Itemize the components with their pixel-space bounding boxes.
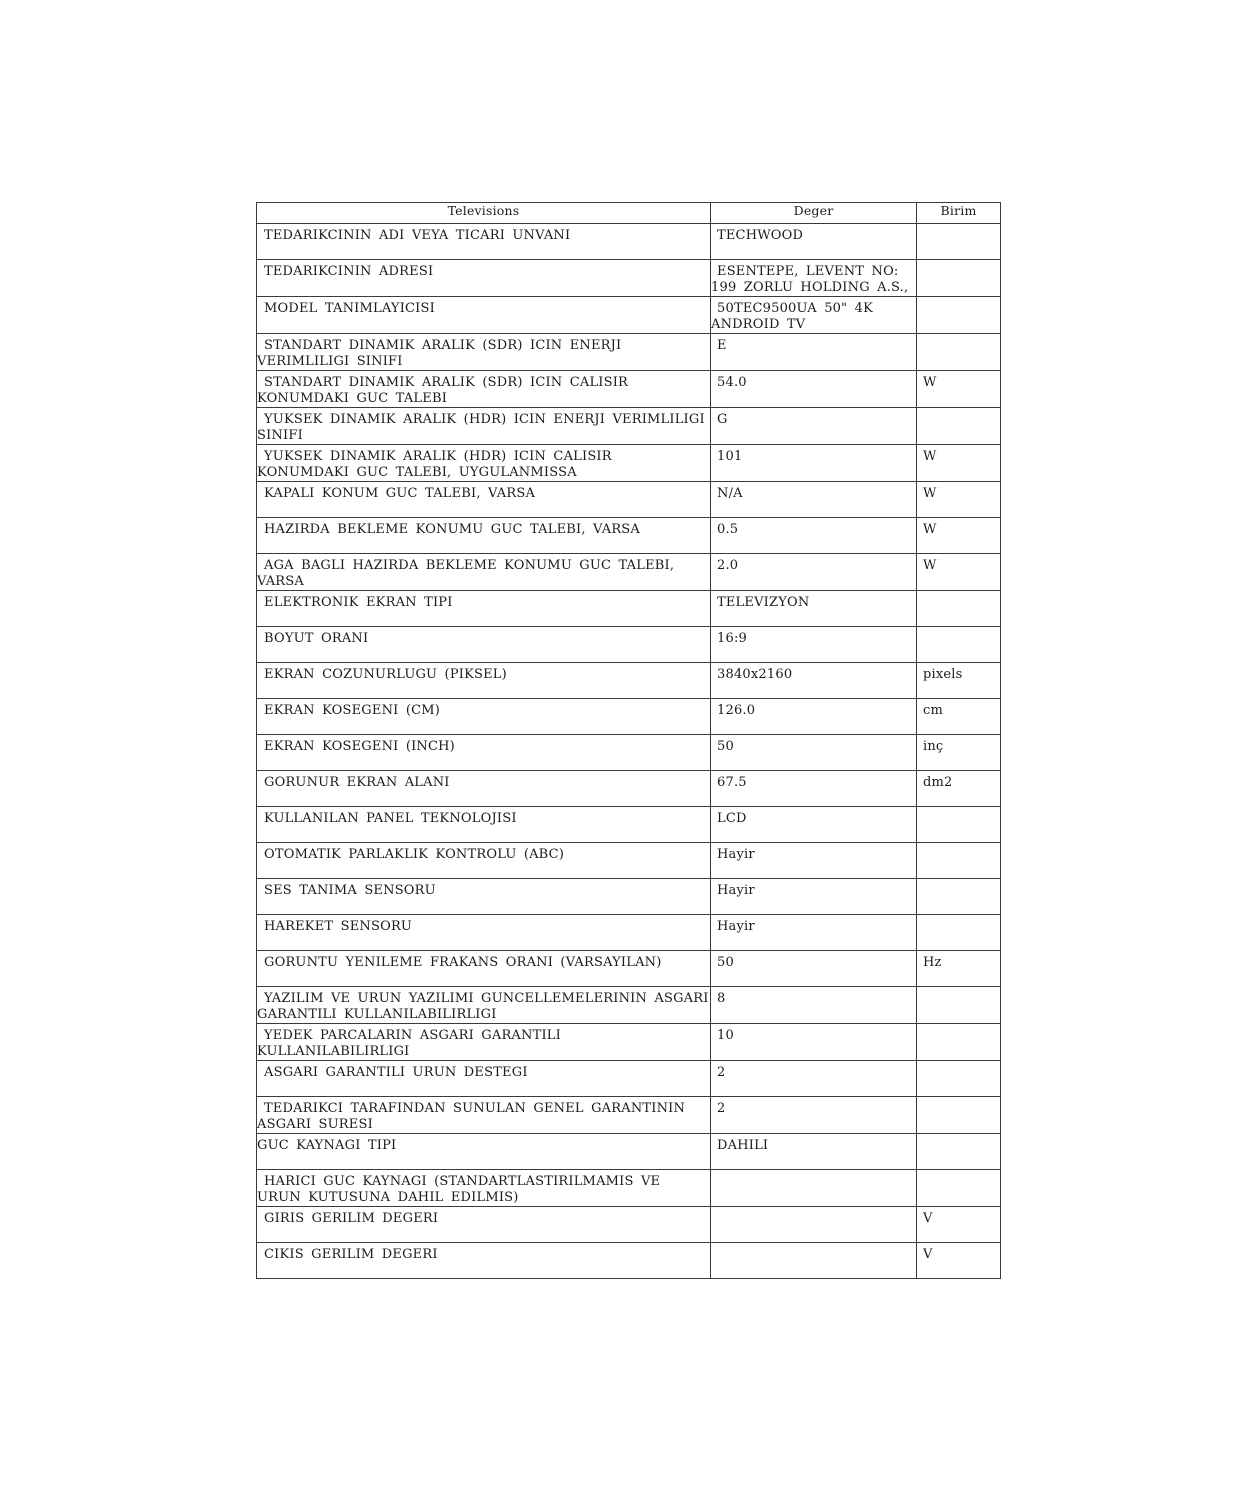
property-value: Hayir	[717, 919, 755, 934]
table-row	[257, 735, 1001, 771]
property-unit: W	[923, 375, 937, 390]
header-unit: Birim	[917, 203, 1001, 224]
property-unit	[917, 1061, 1000, 1065]
property-unit: inç	[923, 739, 944, 754]
unit-cell	[917, 518, 1001, 554]
property-unit	[917, 915, 1000, 919]
property-label: SES TANIMA SENSORU	[264, 883, 436, 898]
table-row	[257, 1207, 1001, 1243]
value-cell	[711, 807, 917, 843]
unit-cell	[917, 224, 1001, 260]
unit-cell	[917, 1134, 1001, 1170]
table-row	[257, 627, 1001, 663]
property-label: STANDART DINAMIK ARALIK (SDR) ICIN ENERJI VERIMLILIGI SINIFI	[257, 338, 629, 369]
property-value	[711, 1207, 916, 1211]
unit-cell	[917, 663, 1001, 699]
property-value: G	[717, 412, 728, 427]
value-cell	[711, 699, 917, 735]
unit-cell	[917, 1207, 1001, 1243]
value-cell	[711, 334, 917, 371]
unit-cell	[917, 1061, 1001, 1097]
property-label: YEDEK PARCALARIN ASGARI GARANTILI KULLANILABILIRLIGI	[257, 1028, 569, 1059]
property-label: EKRAN KOSEGENI (INCH)	[264, 739, 455, 754]
unit-cell	[917, 297, 1001, 334]
table-row	[257, 518, 1001, 554]
property-unit	[917, 1134, 1000, 1138]
property-cell	[257, 1024, 711, 1061]
value-cell	[711, 1243, 917, 1279]
table-row	[257, 915, 1001, 951]
property-value: N/A	[717, 486, 743, 501]
unit-cell	[917, 699, 1001, 735]
property-cell	[257, 1170, 711, 1207]
property-unit	[917, 1024, 1000, 1028]
property-cell	[257, 224, 711, 260]
table-row	[257, 807, 1001, 843]
value-cell	[711, 224, 917, 260]
property-value: 50	[717, 739, 734, 754]
product-info-table	[256, 202, 1001, 1279]
property-value: 0.5	[717, 522, 739, 537]
property-cell	[257, 1243, 711, 1279]
property-cell	[257, 445, 711, 482]
property-value: E	[717, 338, 727, 353]
table-row	[257, 879, 1001, 915]
property-cell	[257, 1061, 711, 1097]
value-cell	[711, 482, 917, 518]
property-unit: W	[923, 522, 937, 537]
header-value: Deger	[711, 203, 917, 224]
value-cell	[711, 915, 917, 951]
property-value: 8	[717, 991, 726, 1006]
value-cell	[711, 297, 917, 334]
unit-cell	[917, 591, 1001, 627]
table-row	[257, 951, 1001, 987]
property-cell	[257, 987, 716, 1024]
unit-cell	[917, 554, 1001, 591]
unit-cell	[917, 334, 1001, 371]
property-label: TEDARIKCININ ADI VEYA TICARI UNVANI	[264, 228, 571, 243]
property-unit	[917, 408, 1000, 412]
unit-cell	[917, 445, 1001, 482]
value-cell	[711, 951, 917, 987]
property-label: HARICI GUC KAYNAGI (STANDARTLASTIRILMAMIS VE URUN KUTUSUNA DAHIL EDILMIS)	[257, 1174, 668, 1205]
unit-cell	[917, 408, 1001, 445]
table-row	[257, 482, 1001, 518]
property-unit	[917, 591, 1000, 595]
property-unit	[917, 1097, 1000, 1101]
table-row	[257, 771, 1001, 807]
unit-cell	[917, 951, 1001, 987]
property-cell	[257, 482, 711, 518]
property-value: 2.0	[717, 558, 739, 573]
unit-cell	[917, 771, 1001, 807]
property-unit	[917, 627, 1000, 631]
unit-cell	[917, 915, 1001, 951]
property-label: EKRAN KOSEGENI (CM)	[264, 703, 441, 718]
property-label: YUKSEK DINAMIK ARALIK (HDR) ICIN ENERJI VERIMLILIGI SINIFI	[257, 412, 713, 443]
value-cell	[711, 1024, 917, 1061]
property-value: 50TEC9500UA 50" 4K ANDROID TV	[711, 301, 881, 332]
property-label: HAZIRDA BEKLEME KONUMU GUC TALEBI, VARSA	[264, 522, 641, 537]
property-cell	[257, 334, 711, 371]
table-row	[257, 1061, 1001, 1097]
property-unit	[917, 807, 1000, 811]
property-cell	[257, 663, 711, 699]
property-label: GORUNUR EKRAN ALANI	[264, 775, 450, 790]
property-value	[711, 1170, 916, 1174]
property-cell	[257, 627, 711, 663]
property-unit: W	[923, 558, 937, 573]
property-cell	[257, 1134, 711, 1170]
property-unit: dm2	[923, 775, 953, 790]
property-label: BOYUT ORANI	[264, 631, 369, 646]
value-cell	[711, 371, 917, 408]
table-row	[257, 1097, 1001, 1134]
value-cell	[711, 518, 917, 554]
unit-cell	[917, 807, 1001, 843]
value-cell	[711, 1207, 917, 1243]
property-value: ESENTEPE, LEVENT NO: 199 ZORLU HOLDING A.S.,	[711, 264, 909, 295]
table-row	[257, 445, 1001, 482]
value-cell	[711, 1097, 917, 1134]
property-unit: W	[923, 449, 937, 464]
table-row	[257, 843, 1001, 879]
property-value: 2	[717, 1101, 726, 1116]
unit-cell	[917, 627, 1001, 663]
property-value: 10	[717, 1028, 734, 1043]
property-label: MODEL TANIMLAYICISI	[264, 301, 435, 316]
table-body	[257, 224, 1001, 1279]
property-label: TEDARIKCININ ADRESI	[264, 264, 434, 279]
property-cell	[257, 1097, 711, 1134]
spec-document	[256, 202, 1000, 1279]
property-cell	[257, 591, 711, 627]
value-cell	[711, 1061, 917, 1097]
property-cell	[257, 371, 711, 408]
table-row	[257, 1170, 1001, 1207]
property-value: LCD	[717, 811, 747, 826]
property-cell	[257, 518, 711, 554]
property-value: 50	[717, 955, 734, 970]
value-cell	[711, 879, 917, 915]
unit-cell	[917, 843, 1001, 879]
unit-cell	[917, 879, 1001, 915]
property-value: Hayir	[717, 847, 755, 862]
table-row	[257, 591, 1001, 627]
unit-cell	[917, 987, 1001, 1024]
property-unit	[917, 879, 1000, 883]
property-cell	[257, 735, 711, 771]
property-unit	[917, 987, 1000, 991]
property-value: 2	[717, 1065, 726, 1080]
property-cell	[257, 951, 711, 987]
property-unit	[917, 260, 1000, 264]
property-unit	[917, 334, 1000, 338]
value-cell	[711, 987, 917, 1024]
table-row	[257, 371, 1001, 408]
property-label: KAPALI KONUM GUC TALEBI, VARSA	[264, 486, 536, 501]
property-cell	[257, 699, 711, 735]
property-unit	[917, 1170, 1000, 1174]
unit-cell	[917, 260, 1001, 297]
property-cell	[257, 807, 711, 843]
property-label: GUC KAYNAGI TIPI	[257, 1138, 397, 1153]
property-unit	[917, 843, 1000, 847]
property-value: DAHILI	[717, 1138, 769, 1153]
property-cell	[257, 1207, 711, 1243]
value-cell	[711, 771, 917, 807]
unit-cell	[917, 735, 1001, 771]
value-cell	[711, 408, 917, 445]
table-row	[257, 663, 1001, 699]
value-cell	[711, 554, 917, 591]
property-cell	[257, 771, 711, 807]
table-row	[257, 297, 1001, 334]
property-cell	[257, 408, 711, 445]
value-cell	[711, 1134, 917, 1170]
value-cell	[711, 843, 917, 879]
property-unit: pixels	[923, 667, 963, 682]
property-label: AGA BAGLI HAZIRDA BEKLEME KONUMU GUC TALEBI, VARSA	[257, 558, 682, 589]
property-cell	[257, 260, 711, 297]
property-value: TECHWOOD	[717, 228, 804, 243]
value-cell	[711, 445, 917, 482]
unit-cell	[917, 482, 1001, 518]
table-row	[257, 260, 1001, 297]
property-label: KULLANILAN PANEL TEKNOLOJISI	[264, 811, 517, 826]
property-cell	[257, 879, 711, 915]
property-label: EKRAN COZUNURLUGU (PIKSEL)	[264, 667, 507, 682]
table-row	[257, 334, 1001, 371]
property-label: CIKIS GERILIM DEGERI	[264, 1247, 438, 1262]
property-label: STANDART DINAMIK ARALIK (SDR) ICIN CALISIR KONUMDAKI GUC TALEBI	[257, 375, 636, 406]
value-cell	[711, 1170, 917, 1207]
property-value: 101	[717, 449, 743, 464]
property-value: 3840x2160	[717, 667, 793, 682]
table-row	[257, 1134, 1001, 1170]
property-label: ASGARI GARANTILI URUN DESTEGI	[264, 1065, 528, 1080]
property-value: 54.0	[717, 375, 747, 390]
property-value: TELEVIZYON	[717, 595, 810, 610]
value-cell	[711, 663, 917, 699]
header-property: Televisions	[257, 203, 711, 224]
property-label: GIRIS GERILIM DEGERI	[264, 1211, 439, 1226]
value-cell	[711, 591, 917, 627]
property-unit: cm	[923, 703, 944, 718]
table-row	[257, 699, 1001, 735]
property-value	[711, 1243, 916, 1247]
property-unit: V	[923, 1247, 933, 1262]
value-cell	[711, 735, 917, 771]
value-cell	[711, 627, 917, 663]
property-label: GORUNTU YENILEME FRAKANS ORANI (VARSAYILAN)	[264, 955, 662, 970]
unit-cell	[917, 371, 1001, 408]
property-label: YUKSEK DINAMIK ARALIK (HDR) ICIN CALISIR KONUMDAKI GUC TALEBI, UYGULANMISSA	[257, 449, 620, 480]
property-cell	[257, 554, 711, 591]
property-value: Hayir	[717, 883, 755, 898]
property-unit	[917, 297, 1000, 301]
table-row	[257, 224, 1001, 260]
unit-cell	[917, 1170, 1001, 1207]
property-value: 126.0	[717, 703, 756, 718]
table-header-row	[257, 203, 1001, 224]
property-label: HAREKET SENSORU	[264, 919, 413, 934]
property-label: TEDARIKCI TARAFINDAN SUNULAN GENEL GARANTININ ASGARI SURESI	[257, 1101, 693, 1132]
value-cell	[711, 260, 917, 297]
table-row	[257, 1024, 1001, 1061]
unit-cell	[917, 1024, 1001, 1061]
table-row	[257, 554, 1001, 591]
property-unit: Hz	[923, 955, 942, 970]
property-unit: V	[923, 1211, 933, 1226]
table-row	[257, 1243, 1001, 1279]
property-unit: W	[923, 486, 937, 501]
property-unit	[917, 224, 1000, 228]
property-label: OTOMATIK PARLAKLIK KONTROLU (ABC)	[264, 847, 565, 862]
unit-cell	[917, 1243, 1001, 1279]
property-label: YAZILIM VE URUN YAZILIMI GUNCELLEMELERININ ASGARI GARANTILI KULLANILABILIRLIGI	[257, 991, 716, 1022]
table-row	[257, 987, 1001, 1024]
unit-cell	[917, 1097, 1001, 1134]
property-cell	[257, 843, 711, 879]
property-value: 16:9	[717, 631, 747, 646]
table-row	[257, 408, 1001, 445]
property-cell	[257, 915, 711, 951]
property-label: ELEKTRONIK EKRAN TIPI	[264, 595, 453, 610]
property-value: 67.5	[717, 775, 747, 790]
property-cell	[257, 297, 711, 334]
